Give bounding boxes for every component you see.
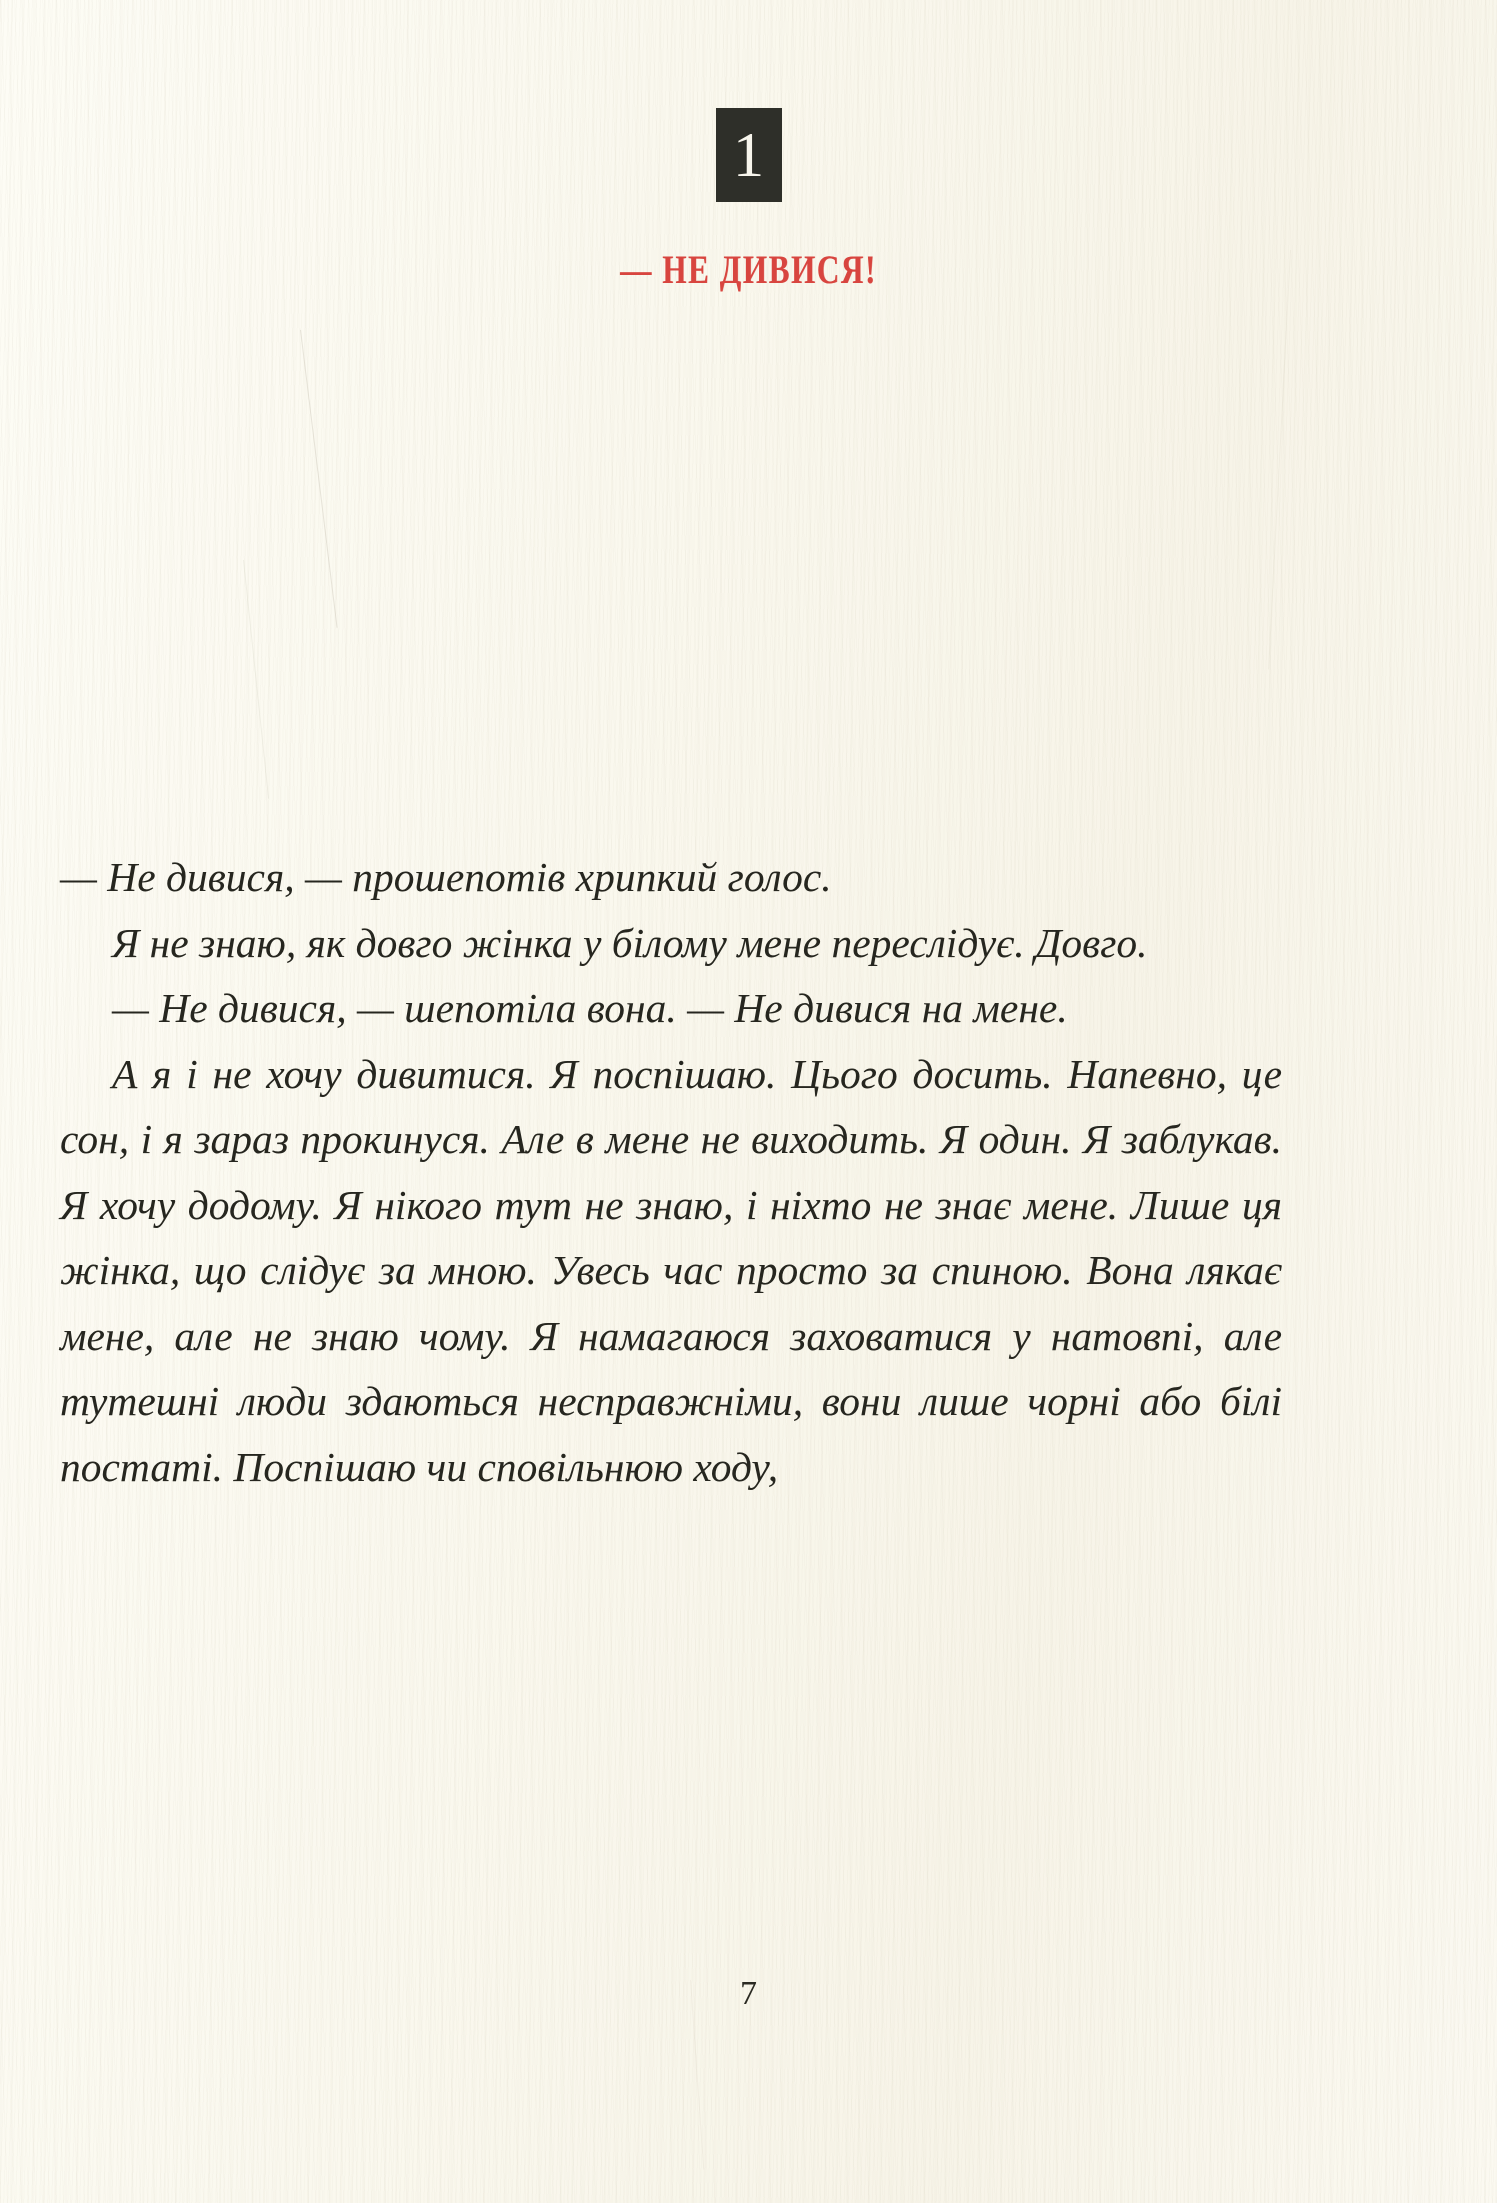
- paragraph: А я і не хочу дивитися. Я поспішаю. Цього досить. Напевно, це сон, і я зараз прокинуся. Але в мене не виходить. Я один. Я заблукав. Я хочу додому. Я нікого тут не знаю, і ніхто не знає мене. Лише ця жінка, що слідує за мною. Увесь час просто за спиною. Вона лякає мене, але не знаю чому. Я намагаюся заховатися у натовпі, але тутешні люди здаються несправжніми, вони лише чорні або білі постаті. Поспішаю чи сповільнюю ходу,: [60, 1050, 1282, 1490]
- paper-fibre-mark: [243, 560, 269, 799]
- paper-fibre-mark: [300, 330, 338, 628]
- chapter-title: — НЕ ДИВИСЯ!: [620, 247, 877, 292]
- page-number: 7: [740, 1975, 757, 2012]
- paper-fibre-mark: [1268, 250, 1291, 669]
- chapter-header: [0, 108, 1497, 293]
- paragraph: Я не знаю, як довго жінка у білому мене переслідує. Довго.: [112, 919, 1148, 966]
- chapter-number-box: 1: [716, 108, 782, 202]
- paragraph: — Не дивися, — прошепотів хрипкий голос.: [60, 854, 832, 900]
- body-text: [60, 845, 1282, 1500]
- paragraph: — Не дивися, — шепотіла вона. — Не дивися на мене.: [112, 985, 1068, 1031]
